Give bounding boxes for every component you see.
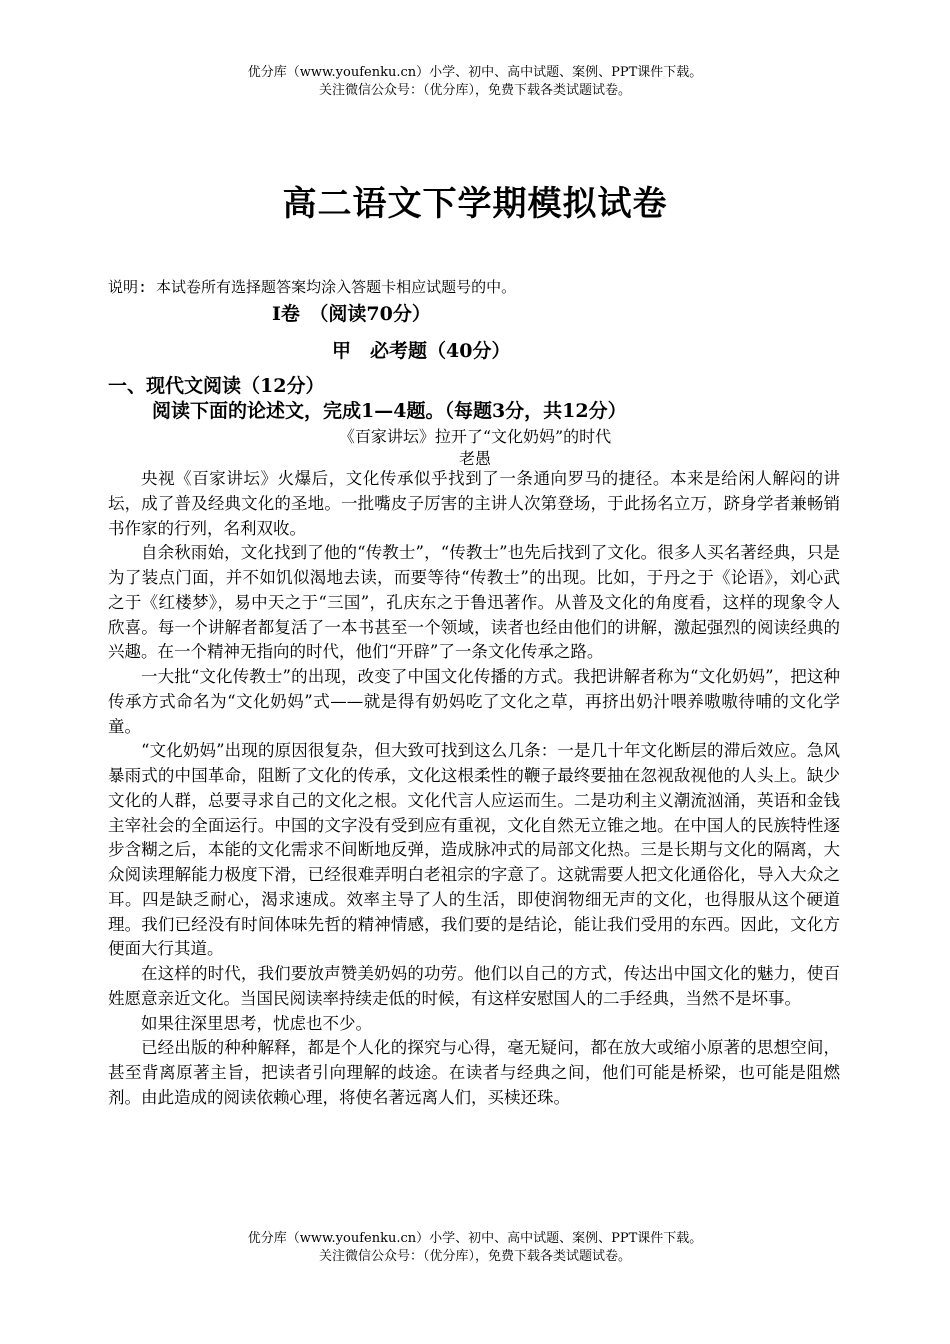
article-paragraph: “文化奶妈”出现的原因很复杂，但大致可找到这么几条：一是几十年文化断层的滞后效应。急风暴雨式的中国革命，阻断了文化的传承，文化这根柔性的鞭子最终要抽在忽视敌视他的人头上。缺少文化的人群，总要寻求自己的文化之根。文化代言人应运而生。二是功利主义潮流汹涌，英语和金钱主宰社会的全面运行。中国的文字没有受到应有重视，文化自然无立锥之地。在中国人的民族特性逐步含糊之后，本能的文化需求不间断地反弹，造成脉冲式的局部文化热。三是长期与文化的隔离，大众阅读理解能力极度下滑，已经很难弄明白老祖宗的字意了。这就需要人把文化通俗化，导入大众之耳。四是缺乏耐心，渴求速成。效率主导了人的生活，即使润物细无声的文化，也得服从这个硬道理。我们已经没有时间体味先哲的精神情感，我们要的是结论，能让我们受用的东西。因此，文化方便面大行其道。 (108, 741, 840, 959)
header-line-2: 关注微信公众号：（优分库），免费下载各类试题试卷。 (318, 83, 631, 98)
article-paragraph: 在这样的时代，我们要放声赞美奶妈的功劳。他们以自己的方式，传达出中国文化的魅力，使百姓愿意亲近文化。当国民阅读率持续走低的时候，有这样安慰国人的二手经典，当然不是坏事。 (108, 964, 840, 1008)
article-author: 老愚 (458, 449, 491, 468)
article-paragraph: 央视《百家讲坛》火爆后，文化传承似乎找到了一条通向罗马的捷径。本来是给闲人解闷的讲坛，成了普及经典文化的圣地。一批嘴皮子厉害的主讲人次第登场，于此扬名立万，跻身学者兼畅销书作家的行列，名利双收。 (108, 469, 840, 538)
question-instruction: 阅读下面的论述文，完成1—4题。（每题3分，共12分） (152, 400, 627, 422)
article-paragraph: 如果往深里思考，忧虑也不少。 (141, 1013, 372, 1033)
footer-line-1: 优分库（www.youfenku.cn）小学、初中、高中试题、案例、PPT课件下载。 (247, 1231, 703, 1246)
article-paragraph: 已经出版的种种解释，都是个人化的探究与心得，毫无疑问，都在放大或缩小原著的思想空间，甚至背离原著主旨，把读者引向理解的歧途。在读者与经典之间，他们可能是桥梁，也可能是阻燃剂。由此造成的阅读依赖心理，将使名著远离人们，买椟还珠。 (108, 1038, 840, 1107)
volume-heading: Ⅰ卷 （阅读70分） (272, 303, 431, 325)
page-header (0, 64, 950, 100)
footer-line-2: 关注微信公众号：（优分库），免费下载各类试题试卷。 (318, 1249, 631, 1264)
article-body (108, 467, 840, 1111)
article-paragraph: 自余秋雨始，文化找到了他的“传教士”，“传教士”也先后找到了文化。很多人买名著经典，只是为了装点门面，并不如饥似渴地去读，而要等待“传教士”的出现。比如，于丹之于《论语》，刘心武之于《红楼梦》，易中天之于“三国”，孔庆东之于鲁迅著作。从普及文化的角度看，这样的现象令人欣喜。每一个讲解者都复活了一本书甚至一个领域，读者也经由他们的讲解，激起强烈的阅读经典的兴趣。在一个精神无指向的时代，他们“开辟”了一条文化传承之路。 (108, 543, 840, 662)
exam-note: 说明: 本试卷所有选择题答案均涂入答题卡相应试题号的中。 (108, 278, 517, 296)
header-line-1: 优分库（www.youfenku.cn）小学、初中、高中试题、案例、PPT课件下载。 (247, 65, 703, 80)
article-paragraph: 一大批“文化传教士”的出现，改变了中国文化传播的方式。我把讲解者称为“文化奶妈”，把这种传承方式命名为“文化奶妈”式——就是得有奶妈吃了文化之草，再挤出奶汁喂养嗷嗷待哺的文化学童。 (108, 667, 840, 736)
page-title: 高二语文下学期模拟试卷 (282, 184, 668, 224)
section-heading: 一、现代文阅读（12分） (108, 375, 325, 397)
required-section-heading: 甲 必考题（40分） (332, 340, 511, 362)
article-title: 《百家讲坛》拉开了“文化奶妈”的时代 (338, 427, 612, 446)
page-footer (0, 1230, 950, 1266)
